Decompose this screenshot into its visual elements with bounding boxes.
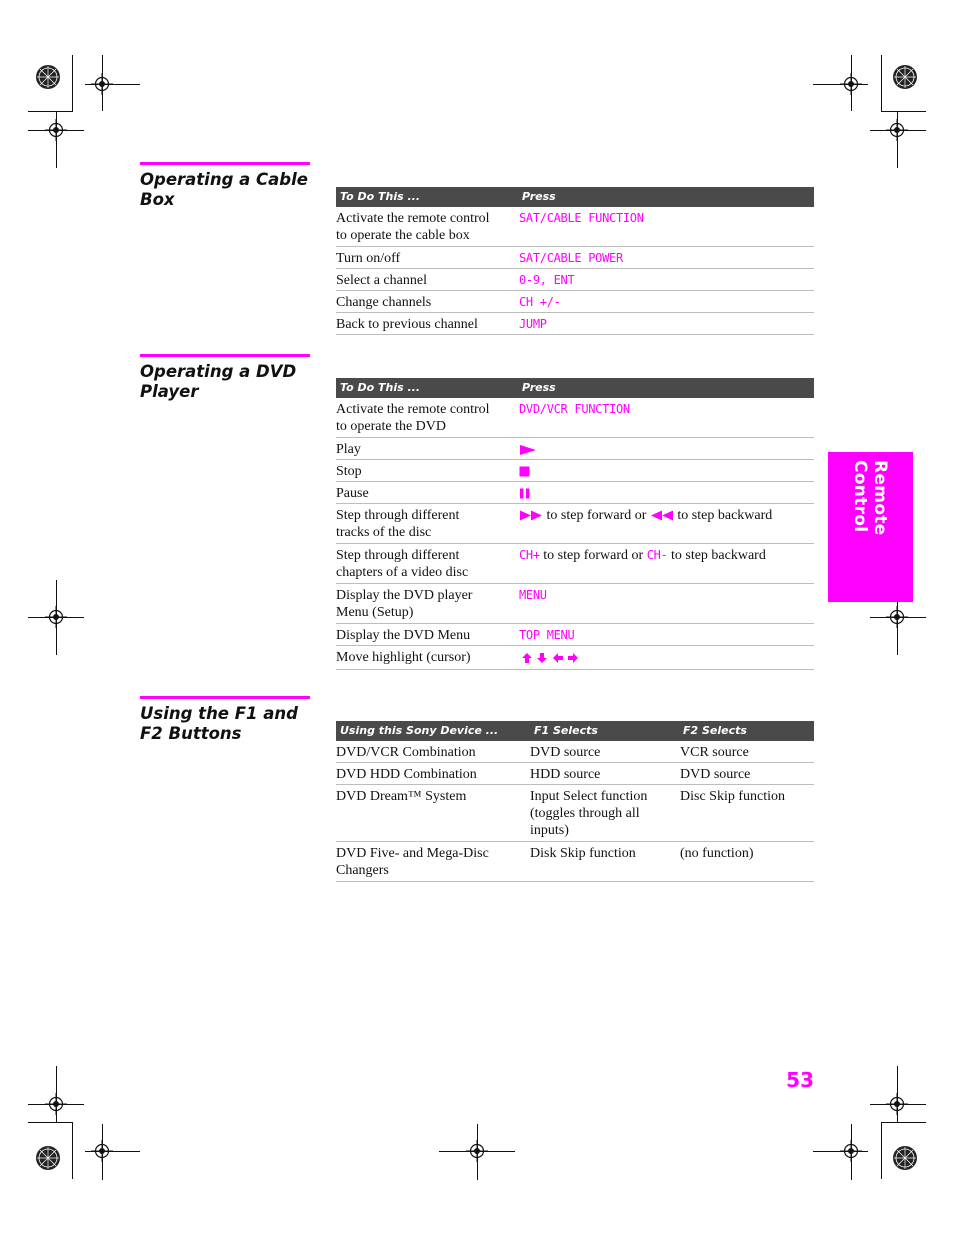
- action-text: Move highlight (cursor): [336, 650, 471, 665]
- section-title-line: F2 Buttons: [140, 724, 242, 743]
- action-text: Menu (Setup): [336, 605, 414, 620]
- table-row: [336, 584, 814, 624]
- fast-forward-icon: [519, 510, 543, 521]
- section-rule: [140, 354, 310, 357]
- table-row: [336, 741, 814, 763]
- table-row: [336, 313, 814, 335]
- header-col-action: To Do This ...: [340, 190, 421, 203]
- action-text: Step through different: [336, 508, 460, 523]
- f1-text: DVD source: [530, 745, 601, 760]
- action-text: Display the DVD Menu: [336, 628, 471, 643]
- registration-mark-icon: [840, 73, 862, 95]
- table-row: [336, 438, 814, 460]
- f1-text: HDD source: [530, 767, 601, 782]
- section-title-f1f2: [140, 704, 315, 744]
- crop-line: [72, 1122, 73, 1179]
- arrow-keys-icon: [519, 652, 579, 664]
- table-row: [336, 247, 814, 269]
- f2-text: (no function): [680, 846, 754, 861]
- section-title-line: Operating a DVD: [140, 362, 297, 381]
- crop-line: [28, 1122, 73, 1123]
- stop-icon: [519, 466, 530, 477]
- chapter-side-tab: [828, 452, 913, 602]
- header-col-f2: F2 Selects: [683, 724, 747, 737]
- rewind-icon: [650, 510, 674, 521]
- table-row: [336, 207, 814, 247]
- star-target-icon: [892, 1145, 918, 1171]
- press-key: CH-: [646, 548, 668, 562]
- table-row: [336, 544, 814, 584]
- f1-text: (toggles through all: [530, 806, 640, 821]
- registration-mark-icon: [886, 606, 908, 628]
- action-text: Back to previous channel: [336, 317, 478, 332]
- crop-line: [72, 55, 73, 112]
- f2-text: Disc Skip function: [680, 789, 785, 804]
- action-text: chapters of a video disc: [336, 565, 469, 580]
- press-text: to step forward or: [546, 508, 647, 523]
- action-text: tracks of the disc: [336, 525, 432, 540]
- f2-text: DVD source: [680, 767, 751, 782]
- f1-text: inputs): [530, 823, 569, 838]
- device-text: DVD Dream™ System: [336, 789, 467, 804]
- table-row: [336, 842, 814, 882]
- device-text: DVD Five- and Mega-Disc: [336, 846, 489, 861]
- f1f2-table: [336, 721, 814, 882]
- action-text: Select a channel: [336, 273, 427, 288]
- header-col-press: Press: [522, 190, 556, 203]
- action-text: to operate the cable box: [336, 228, 470, 243]
- press-key: 0-9, ENT: [519, 273, 575, 287]
- star-target-icon: [892, 64, 918, 90]
- header-col-f1: F1 Selects: [534, 724, 598, 737]
- table-row: [336, 482, 814, 504]
- registration-mark-icon: [840, 1140, 862, 1162]
- press-text: to step backward: [670, 548, 766, 563]
- action-text: Play: [336, 442, 361, 457]
- section-title-cable: [140, 170, 315, 210]
- device-text: DVD/VCR Combination: [336, 745, 476, 760]
- table-row: [336, 291, 814, 313]
- section-rule: [140, 696, 310, 699]
- press-key: TOP MENU: [519, 628, 575, 642]
- registration-mark-icon: [45, 119, 67, 141]
- action-text: Display the DVD player: [336, 588, 473, 603]
- registration-mark-icon: [91, 1140, 113, 1162]
- press-key: CH+: [519, 548, 540, 562]
- dvd-table: [336, 378, 814, 670]
- press-key: CH +/-: [519, 295, 561, 309]
- crop-line: [881, 1122, 882, 1179]
- page-number: 53: [786, 1068, 814, 1092]
- table-row: [336, 504, 814, 544]
- pause-icon: [519, 488, 531, 499]
- crop-line: [881, 55, 882, 112]
- section-title-line: Player: [140, 382, 199, 401]
- cable-table: [336, 187, 814, 335]
- header-col-press: Press: [522, 381, 556, 394]
- press-text: to step forward or: [543, 548, 644, 563]
- action-text: Stop: [336, 464, 362, 479]
- registration-mark-icon: [466, 1140, 488, 1162]
- crop-line: [881, 1122, 926, 1123]
- registration-mark-icon: [45, 606, 67, 628]
- header-col-device: Using this Sony Device ...: [340, 724, 499, 737]
- table-row: [336, 646, 814, 670]
- table-row: [336, 460, 814, 482]
- action-text: Change channels: [336, 295, 432, 310]
- table-header: [336, 721, 814, 741]
- registration-mark-icon: [886, 1093, 908, 1115]
- header-col-action: To Do This ...: [340, 381, 421, 394]
- play-icon: [519, 444, 537, 456]
- action-text: Activate the remote control: [336, 402, 490, 417]
- registration-mark-icon: [886, 119, 908, 141]
- section-title-line: Operating a Cable: [140, 170, 308, 189]
- action-text: Turn on/off: [336, 251, 401, 266]
- section-rule: [140, 162, 310, 165]
- device-text: Changers: [336, 863, 389, 878]
- press-text: to step backward: [677, 508, 773, 523]
- table-row: [336, 763, 814, 785]
- action-text: Step through different: [336, 548, 460, 563]
- action-text: to operate the DVD: [336, 419, 447, 434]
- table-row: [336, 398, 814, 438]
- crop-line: [881, 111, 926, 112]
- table-row: [336, 785, 814, 842]
- crop-line: [28, 111, 73, 112]
- star-target-icon: [35, 64, 61, 90]
- f1-text: Disk Skip function: [530, 846, 636, 861]
- table-header: [336, 187, 814, 207]
- f1-text: Input Select function: [530, 789, 648, 804]
- device-text: DVD HDD Combination: [336, 767, 477, 782]
- registration-mark-icon: [45, 1093, 67, 1115]
- section-title-line: Box: [140, 190, 175, 209]
- star-target-icon: [35, 1145, 61, 1171]
- press-key: MENU: [519, 588, 547, 602]
- press-key: SAT/CABLE FUNCTION: [519, 211, 644, 225]
- registration-mark-icon: [91, 73, 113, 95]
- table-row: [336, 624, 814, 646]
- action-text: Pause: [336, 486, 369, 501]
- press-key: DVD/VCR FUNCTION: [519, 402, 630, 416]
- press-key: JUMP: [519, 317, 547, 331]
- side-tab-label: Remote Control: [850, 460, 890, 536]
- table-row: [336, 269, 814, 291]
- table-header: [336, 378, 814, 398]
- section-title-line: Using the F1 and: [140, 704, 298, 723]
- action-text: Activate the remote control: [336, 211, 490, 226]
- section-title-dvd: [140, 362, 315, 402]
- f2-text: VCR source: [680, 745, 749, 760]
- press-key: SAT/CABLE POWER: [519, 251, 623, 265]
